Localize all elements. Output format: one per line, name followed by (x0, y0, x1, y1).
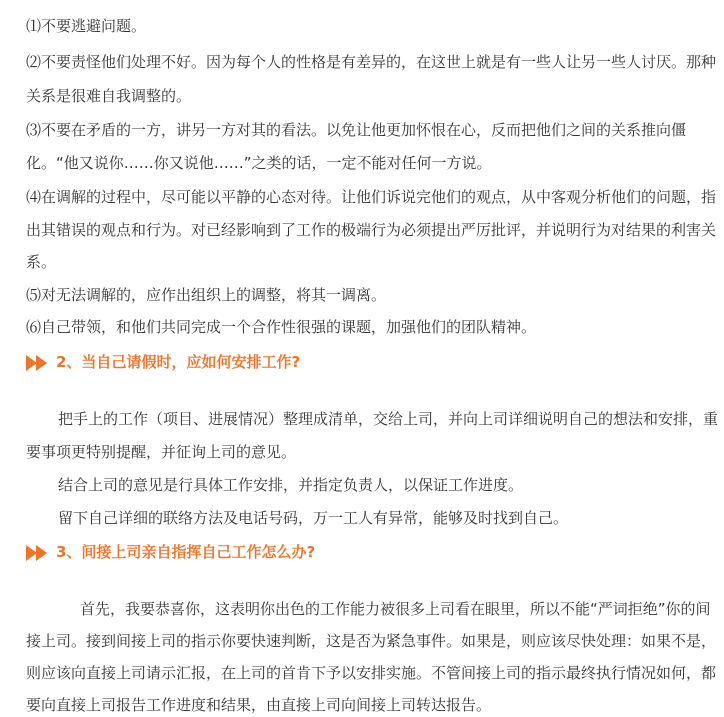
section-title-3: 3、间接上司亲自指挥自己工作怎么办? (56, 543, 316, 561)
list-item-3: ⑶不要在矛盾的一方，讲另一方对其的看法。以免让他更加怀恨在心，反而把他们之间的关系推向僵 (26, 121, 687, 139)
section-heading-3 (26, 539, 315, 565)
list-item-2: ⑵不要责怪他们处理不好。因为每个人的性格是有差异的，在这世上就是有一些人让另一些人讨厌。那种 (26, 53, 717, 71)
list-item-4: ⑷在调解的过程中，尽可能以平静的心态对待。让他们诉说完他们的观点，从中客观分析他们的问题，指 (26, 188, 717, 206)
list-item-4-cont: 出其错误的观点和行为。对已经影响到了工作的极端行为必须提出严厉批评，并说明行为对结果的利害关 (26, 221, 717, 239)
paragraph-line: 把手上的工作（项目、进展情况）整理成清单，交给上司，并向上司详细说明自己的想法和安排，重 (58, 410, 719, 428)
paragraph-line: 结合上司的意见是行具体工作安排，并指定负责人，以保证工作进度。 (58, 476, 524, 494)
list-item-3-cont: 化。“他又说你……你又说他……”之类的话，一定不能对任何一方说。 (26, 154, 492, 172)
list-item-4-cont2: 系。 (26, 253, 57, 271)
list-item-6: ⑹自己带领，和他们共同完成一个合作性很强的课题，加强他们的团队精神。 (26, 318, 537, 336)
paragraph-line: 要向直接上司报告工作进度和结果，由直接上司向间接上司转达报告。 (26, 696, 492, 714)
list-item-1: ⑴不要逃避问题。 (26, 17, 147, 35)
paragraph-line: 留下自己详细的联络方法及电话号码，万一工人有异常，能够及时找到自己。 (58, 509, 569, 527)
paragraph-line: 要事项更特别提醒，并征询上司的意见。 (26, 443, 297, 461)
list-item-5: ⑸对无法调解的，应作出组织上的调整，将其一调离。 (26, 286, 387, 304)
section-title-2: 2、当自己请假时，应如何安排工作? (56, 353, 301, 371)
double-arrow-icon (26, 355, 48, 371)
paragraph-line: 接上司。接到间接上司的指示你要快速判断，这是否为紧急事件。如果是，则应该尽快处理：如果不是， (26, 632, 717, 650)
section-heading-2 (26, 349, 300, 375)
list-item-2-cont: 关系是很难自我调整的。 (26, 87, 192, 105)
paragraph-line: 首先，我要恭喜你，这表明你出色的工作能力被很多上司看在眼里，所以不能“严词拒绝”你的间 (80, 600, 711, 618)
double-arrow-icon (26, 545, 48, 561)
paragraph-line: 则应该向直接上司请示汇报，在上司的首肯下予以安排实施。不管间接上司的指示最终执行情况如何，都 (26, 664, 717, 682)
